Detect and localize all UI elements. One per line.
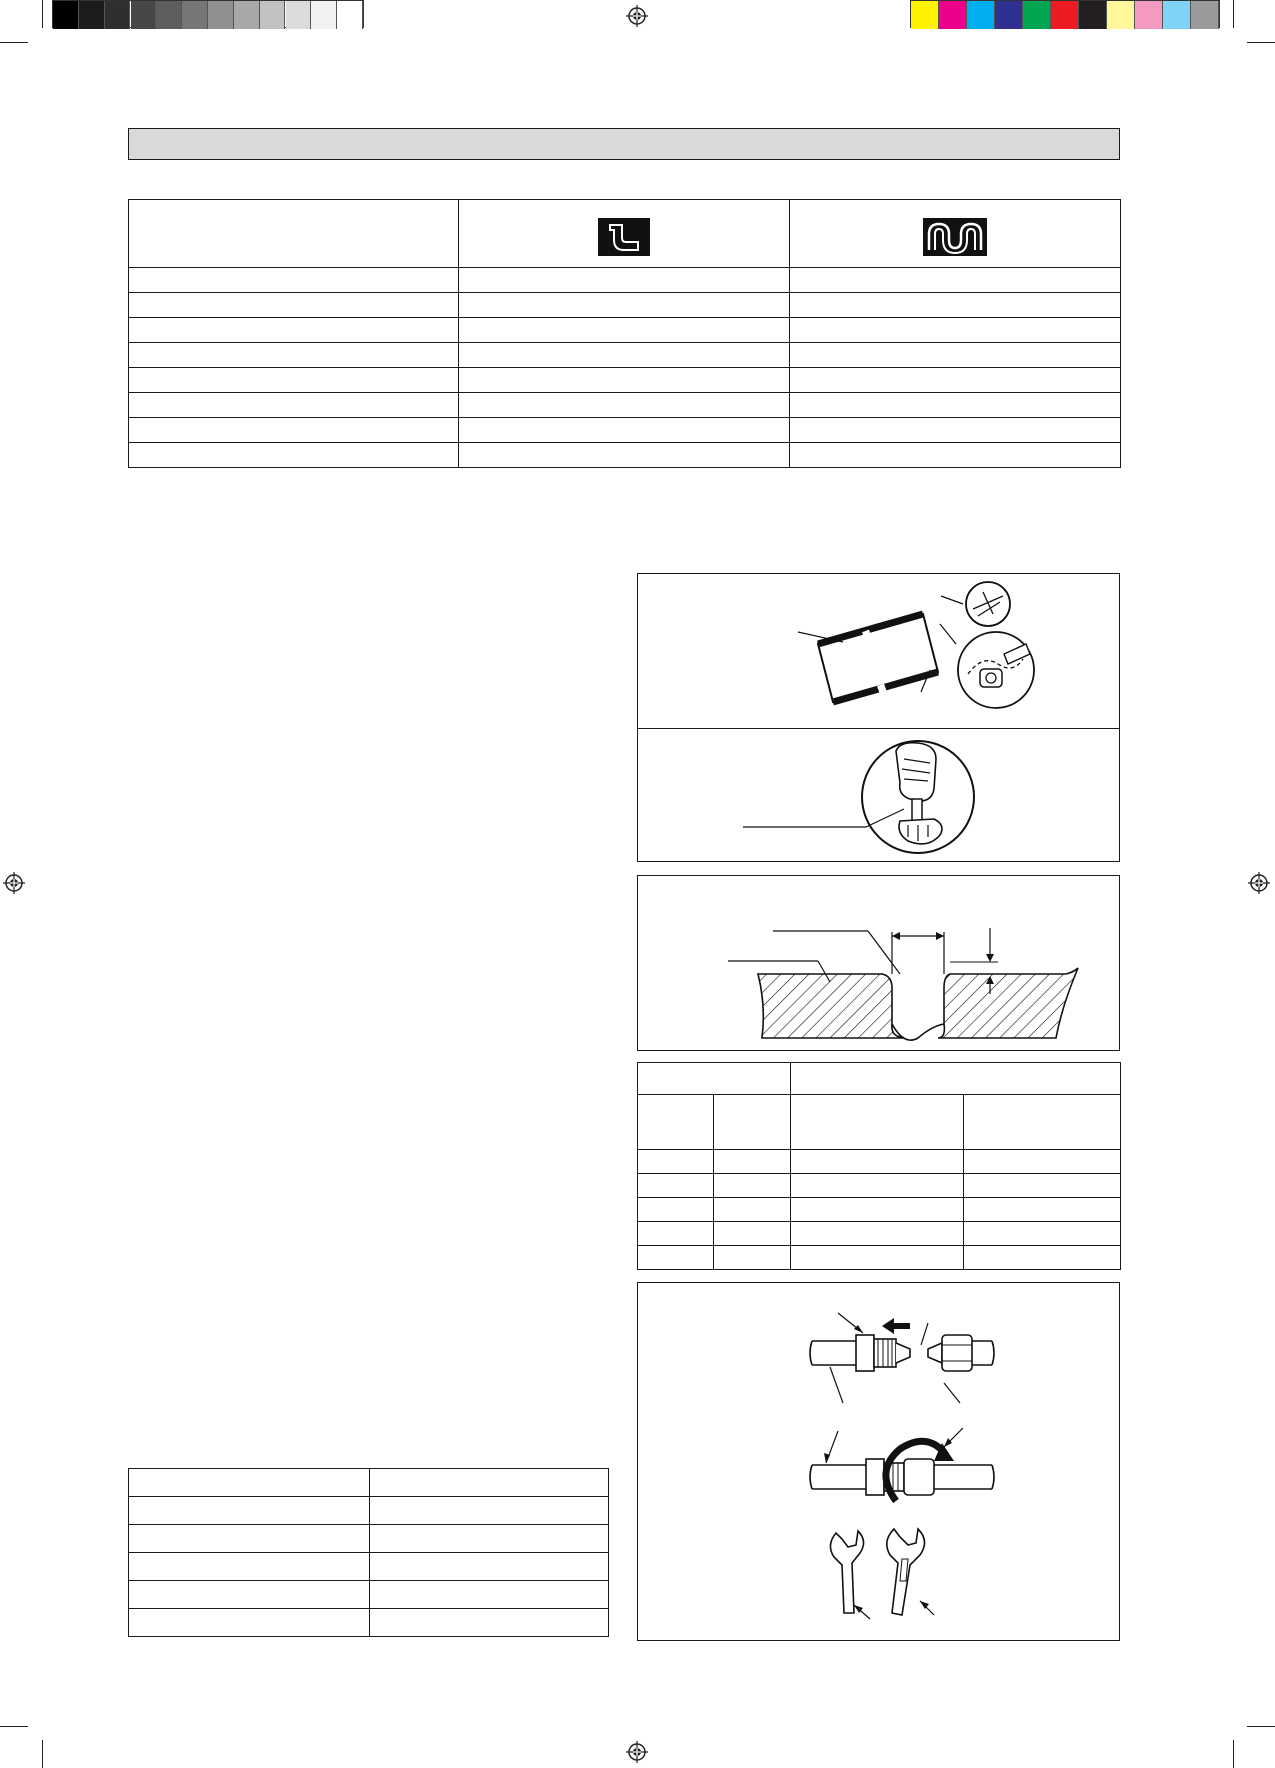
color-swatch: [911, 1, 939, 29]
table-cell: [791, 1222, 964, 1246]
grayscale-swatch: [337, 1, 363, 29]
color-swatch: [1191, 1, 1219, 29]
table-cell: [129, 318, 459, 343]
table-cell: [370, 1497, 609, 1525]
table-header-cell: [791, 1095, 964, 1150]
table-cell: [129, 368, 459, 393]
table-cell: [638, 1174, 714, 1198]
trim-mark: [1233, 1740, 1234, 1768]
color-swatch: [995, 1, 1023, 29]
table-cell: [129, 1497, 370, 1525]
table-cell: [459, 443, 790, 468]
table-row: [129, 268, 1121, 293]
table-row: [129, 368, 1121, 393]
table-row: [129, 1525, 609, 1553]
section-header-bar: [128, 128, 1120, 160]
table-cell: [791, 1150, 964, 1174]
table-cell: [459, 268, 790, 293]
elbow-pipe-icon: [598, 218, 650, 256]
grayscale-swatch: [311, 1, 337, 29]
trim-mark: [1233, 0, 1234, 28]
trim-mark: [1247, 1726, 1275, 1727]
grayscale-swatch: [105, 1, 131, 29]
table-header-cell: [638, 1095, 714, 1150]
table-cell: [370, 1525, 609, 1553]
table-cell: [459, 418, 790, 443]
reaming-figure: [637, 728, 1120, 862]
table-cell: [714, 1198, 791, 1222]
table-header-cell: [370, 1469, 609, 1497]
table-cell: [791, 1198, 964, 1222]
table-cell: [459, 343, 790, 368]
table-cell: [459, 293, 790, 318]
table-row: [129, 393, 1121, 418]
table-cell: [129, 1525, 370, 1553]
color-swatch: [967, 1, 995, 29]
trim-mark: [42, 1740, 43, 1768]
table-row: [129, 293, 1121, 318]
table-cell: [790, 343, 1121, 368]
table-row: [129, 443, 1121, 468]
table-header-cell: [129, 1469, 370, 1497]
bent-pipe-icon: [923, 218, 987, 256]
table-header-cell: [790, 200, 1121, 268]
table-cell: [790, 268, 1121, 293]
color-swatch: [1107, 1, 1135, 29]
color-swatch: [1051, 1, 1079, 29]
table-row: [129, 1553, 609, 1581]
table-cell: [129, 293, 459, 318]
grayscale-swatch: [234, 1, 260, 29]
table-cell: [129, 393, 459, 418]
pipe-cutting-figure: [637, 573, 1120, 730]
color-swatch: [1163, 1, 1191, 29]
table-cell: [129, 1581, 370, 1609]
reaming-illustration: [638, 729, 1118, 860]
grayscale-calibration-bar: [52, 0, 364, 28]
table-cell: [791, 1174, 964, 1198]
flare-section-illustration: [638, 876, 1118, 1049]
table-cell: [790, 443, 1121, 468]
color-swatch: [939, 1, 967, 29]
flare-connection-figure: [637, 1282, 1120, 1641]
table-header-cell: [638, 1063, 791, 1095]
table-cell: [790, 318, 1121, 343]
table-cell: [638, 1246, 714, 1270]
grayscale-swatch: [131, 1, 157, 29]
table-cell: [638, 1198, 714, 1222]
color-calibration-bar: [910, 0, 1220, 28]
table-row: [129, 418, 1121, 443]
table-row: [638, 1174, 1121, 1198]
table-header-cell: [964, 1095, 1121, 1150]
table-cell: [459, 318, 790, 343]
torque-table: [128, 1468, 609, 1637]
table-row: [129, 318, 1121, 343]
table-cell: [791, 1246, 964, 1270]
table-cell: [370, 1581, 609, 1609]
table-cell: [129, 1553, 370, 1581]
table-row: [129, 343, 1121, 368]
flare-connection-illustration: [638, 1283, 1118, 1639]
table-header-row: [129, 200, 1121, 268]
registration-mark-icon: [1248, 872, 1270, 894]
table-cell: [129, 343, 459, 368]
table-cell: [714, 1174, 791, 1198]
grayscale-swatch: [53, 1, 79, 29]
flare-dimension-table: [637, 1062, 1121, 1270]
table-cell: [790, 418, 1121, 443]
grayscale-swatch: [260, 1, 286, 29]
table-header-cell: [459, 200, 790, 268]
color-swatch: [1079, 1, 1107, 29]
grayscale-swatch: [156, 1, 182, 29]
flare-section-figure: [637, 875, 1120, 1051]
table-cell: [790, 293, 1121, 318]
table-cell: [129, 1609, 370, 1637]
table-header-row: [638, 1063, 1121, 1095]
table-header-row: [129, 1469, 609, 1497]
table-cell: [790, 368, 1121, 393]
color-swatch: [1023, 1, 1051, 29]
color-swatch: [1135, 1, 1163, 29]
trim-mark: [42, 0, 43, 28]
grayscale-swatch: [79, 1, 105, 29]
table-cell: [964, 1198, 1121, 1222]
table-cell: [714, 1150, 791, 1174]
registration-mark-icon: [3, 872, 25, 894]
table-row: [638, 1150, 1121, 1174]
table-cell: [370, 1609, 609, 1637]
table-cell: [370, 1553, 609, 1581]
table-cell: [714, 1222, 791, 1246]
table-cell: [964, 1246, 1121, 1270]
trim-mark: [0, 42, 28, 43]
table-row: [638, 1246, 1121, 1270]
table-cell: [964, 1150, 1121, 1174]
table-cell: [638, 1222, 714, 1246]
pipe-cutting-illustration: [638, 574, 1118, 728]
trim-mark: [1247, 42, 1275, 43]
table-row: [129, 1497, 609, 1525]
grayscale-swatch: [286, 1, 312, 29]
table-header-row: [638, 1095, 1121, 1150]
table-cell: [964, 1222, 1121, 1246]
grayscale-swatch: [182, 1, 208, 29]
table-header-cell: [791, 1063, 1121, 1095]
table-row: [129, 1581, 609, 1609]
table-cell: [459, 368, 790, 393]
registration-mark-icon: [626, 5, 648, 27]
trim-mark: [0, 1726, 28, 1727]
table-row: [638, 1198, 1121, 1222]
table-row: [129, 1609, 609, 1637]
table-cell: [790, 393, 1121, 418]
table-cell: [638, 1150, 714, 1174]
table-cell: [129, 268, 459, 293]
table-row: [638, 1222, 1121, 1246]
table-cell: [459, 393, 790, 418]
table-cell: [964, 1174, 1121, 1198]
table-header-cell: [714, 1095, 791, 1150]
table-cell: [714, 1246, 791, 1270]
table-cell: [129, 443, 459, 468]
grayscale-swatch: [208, 1, 234, 29]
table-header-cell: [129, 200, 459, 268]
pipe-comparison-table: [128, 199, 1121, 468]
registration-mark-icon: [626, 1741, 648, 1763]
table-cell: [129, 418, 459, 443]
